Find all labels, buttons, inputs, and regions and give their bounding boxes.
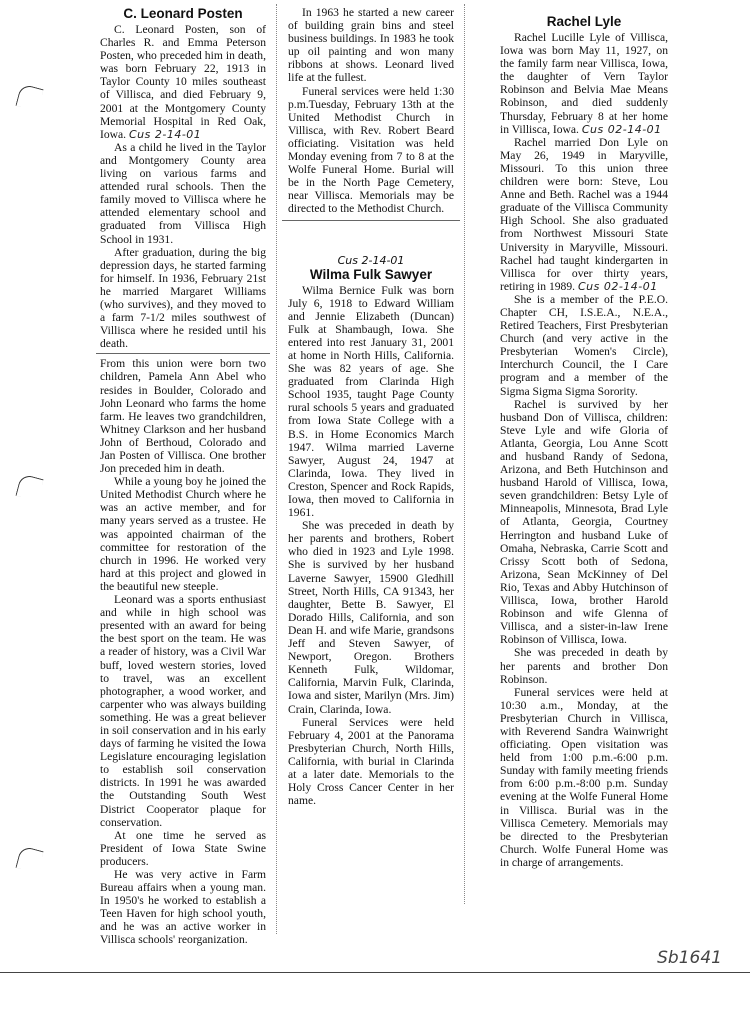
catalog-number: Sb1641 xyxy=(657,948,722,968)
sawyer-paragraph: Wilma Bernice Fulk was born July 6, 1918 to Edward William and Jennie Elizabeth (Duncan) Fulk at Shambaugh, Iowa. She entered into rest January 31, 2001 at home in North Hills, California. She was 82 years of age. She graduated from Clarinda High School 1935, taught Page County rural schools 5 years and graduated from Iowa State College with a B.S. in Home Economics March 1947. Wilma married Laverne Sawyer, August 24, 1947 at Clarinda, Iowa. They lived in Creston, Spencer and Rock Rapids, Iowa, then moved to California in 1961. xyxy=(288,283,454,520)
binder-hole-top xyxy=(15,83,43,111)
obituary-posten xyxy=(100,6,266,947)
posten-paragraph: He was very active in Farm Bureau affairs when a young man. In 1950's he worked to establish a Teen Haven for high school youth, and he was an active worker in Villisca schools' reorganization. xyxy=(100,868,266,947)
posten-paragraph: Leonard was a sports enthusiast and while in high school was presented with an award for being the best sport on the team. He was a reader of history, was a Civil War buff, loved western stories, loved to travel, was an excellent photographer, a wood worker, and carpenter who was always building something. He was a great believer in soil conservation and in his early days of farming he visited the Iowa Legislature encouraging legislation to establish soil conservation districts. In 1991 he was awarded the Outstanding South West District Cooperator plaque for conservation. xyxy=(100,593,266,829)
posten-paragraph: From this union were born two children, Pamela Ann Abel who resides in Boulder, Colorado and John Leonard who farms the home farm. He leaves two grandchildren, Whitney Clarkson and her husband John of Berthoud, Colorado and Jan Posten of Villisca. One brother Jon preceded him in death. xyxy=(100,357,266,476)
sawyer-paragraph: Funeral Services were held February 4, 2001 at the Panorama Presbyterian Church, North Hills, California, with burial in Clarinda at a later date. Memorials to the Holy Cross Cancer Center in her name. xyxy=(288,715,454,808)
lyle-paragraph: She is a member of the P.E.O. Chapter CH, I.S.E.A., N.E.A., Retired Teachers, First Presbyterian Church (and very active in the Presbyterian Women's Circle), Interchurch Council, the I Care program and a member of the Sigma Sigma Sigma Sorority. xyxy=(500,292,668,398)
clipping-cut-line xyxy=(282,220,460,221)
posten-paragraph: At one time he served as President of Iowa State Swine producers. xyxy=(100,828,266,868)
lyle-paragraph: Rachel is survived by her husband Don of Villisca, children: Steve Lyle and wife Gloria of Atlanta, Georgia, Lou Anne Scott and husband Randy of Sedona, Arizona, and Beth Hutchinson and husband Harold of Villisca, Iowa, seven grandchildren: Betsy Lyle of Minneapolis, Minnesota, Brad Lyle of Atlanta, Georgia, Courtney Herrington and husband Luke of Omaha, Nebraska, Carrie Scott and Crissy Scott both of Sedona, Arizona, Sean McKinney of Del Rio, Texas and Abby Hutchinson of Villisca, Iowa, brother Harold Robinson and wife Glenna of Villisca, and a sister-in-law Irene Robinson of Villisca, Iowa. xyxy=(500,397,668,647)
sawyer-title: Wilma Fulk Sawyer xyxy=(309,266,433,282)
binder-hole-middle xyxy=(15,473,43,501)
page-fold-line xyxy=(0,972,750,973)
sawyer-paragraph: She was preceded in death by her parents and brothers, Robert who died in 1923 and Lyle 1998. She is survived by her husband Laverne Sawyer, 15900 Gledhill Street, North Hills, CA 91343, her daughter, Bette B. Sawyer, El Dorado Hills, California, and son Dean H. and wife Marie, grandsons Jeff and Steven Sawyer, of Newport, Oregon. Brothers Kenneth Fulk, Wildomar, California, Marvin Fulk, Clarinda, Iowa and sister, Marilyn (Mrs. Jim) Crain, Clarinda, Iowa. xyxy=(288,519,454,716)
obituary-sawyer xyxy=(288,6,454,807)
posten-title: C. Leonard Posten xyxy=(123,6,243,21)
posten-continued-paragraph: Funeral services were held 1:30 p.m.Tuesday, February 13th at the United Methodist Church in Villisca, with Rev. Robert Beard officiating. Visitation was held Monday evening from 7 to 8 at the Wolfe Funeral Home. Burial will be in the North Page Cemetery, near Villisca. Memorials may be directed to the Methodist Church. xyxy=(288,84,454,216)
handwritten-note: Cus 02-14-01 xyxy=(577,279,658,293)
lyle-paragraph: Rachel Lucille Lyle of Villisca, Iowa was born May 11, 1927, on the family farm near Villisca, Iowa, the daughter of Vern Taylor Robinson and Belvia Mae Means Robinson, and died suddenly Thursday, February 8 at her home in Villisca, Iowa. Cus 02-14-01 xyxy=(500,31,668,136)
column-divider xyxy=(464,4,465,904)
lyle-paragraph: Rachel married Don Lyle on May 26, 1949 in Maryville, Missouri. To this union three children were born: Steve, Lou Anne and Beth. Rachel was a 1944 graduate of the Villisca Community High School. She also graduated from Northwest Missouri State University in Maryville, Missouri. Rachel had taught kindergarten in Villisca for over thirty years, retiring in 1989. Cus 02-14-01 xyxy=(500,135,668,293)
clipping-cut-line xyxy=(96,353,270,354)
handwritten-note: Cus 02-14-01 xyxy=(581,122,662,136)
posten-paragraph: While a young boy he joined the United Methodist Church where he was an active member, and for many years served as a trustee. He was appointed chairman of the committee for restoration of the church in 1996. He worked very hard at this project and glowed in the beautiful new steeple. xyxy=(100,475,266,593)
obituary-lyle xyxy=(500,14,668,869)
lyle-paragraph: She was preceded in death by her parents and brother Don Robinson. xyxy=(500,646,668,686)
column-divider xyxy=(276,4,277,934)
posten-paragraph: As a child he lived in the Taylor and Montgomery County area living on various farms and attended rural schools. Then the family moved to Villisca where he attended elementary school and graduated from Villisca High School in 1931. xyxy=(100,140,266,246)
handwritten-note: Cus 2-14-01 xyxy=(128,127,202,141)
lyle-paragraph: Funeral services were held at 10:30 a.m., Monday, at the Presbyterian Church in Villisca, with Reverend Sandra Wainwright officiating. Open visitation was held from 1:00 p.m.-6:00 p.m. Sunday with family meeting friends from 6:00 p.m.-8:00 p.m. Sunday evening at the Wolfe Funeral Home in Villisca. Burial was in the Villisca Cemetery. Memorials may be directed to the Presbyterian Church. Wolfe Funeral Home was in charge of arrangements. xyxy=(500,685,668,869)
posten-continued-paragraph: In 1963 he started a new career of building grain bins and steel business buildings. In 1983 he took up oil painting and won many ribbons at shows. Leonard lived life at the fullest. xyxy=(288,6,454,85)
posten-paragraph: C. Leonard Posten, son of Charles R. and Emma Peterson Posten, who preceded him in death, was born February 22, 1913 in Taylor County 10 miles southeast of Villisca, and died February 9, 2001 at the Montgomery County Memorial Hospital in Red Oak, Iowa. Cus 2-14-01 xyxy=(100,23,266,141)
binder-hole-bottom xyxy=(15,845,43,873)
handwritten-note: Cus 2-14-01 xyxy=(337,253,405,267)
lyle-title: Rachel Lyle xyxy=(546,14,622,29)
posten-paragraph: After graduation, during the big depression days, he started farming for himself. In 1936, February 21st he married Margaret Williams (who survives), and they moved to a farm 7-1/2 miles southwest of Villisca where he resided until his death. xyxy=(100,245,266,351)
